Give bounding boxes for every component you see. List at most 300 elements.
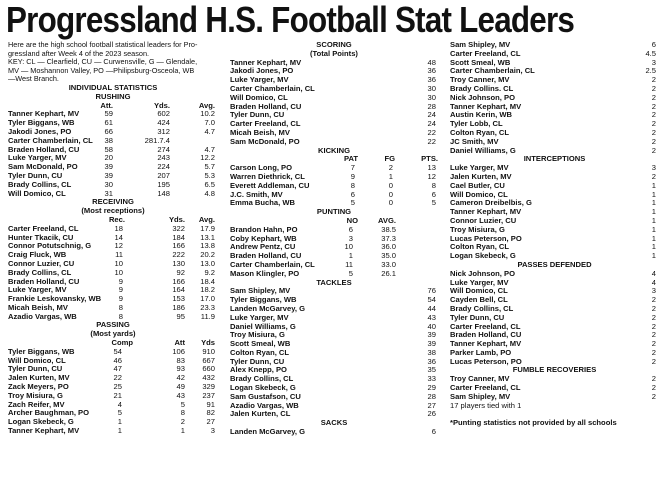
- stat-value: 10: [114, 258, 123, 268]
- player-name: Tanner Kephart, MV: [8, 109, 80, 119]
- stat-value: 3: [651, 163, 656, 173]
- stat-value: 27: [206, 417, 215, 427]
- player-name: Daniel Williams, G: [230, 321, 296, 331]
- stat-row: [230, 138, 438, 147]
- stat-value: 2: [651, 119, 656, 129]
- stat-value: 36: [427, 75, 436, 85]
- player-name: Luke Yarger, MV: [8, 285, 67, 295]
- stat-value: 38: [427, 347, 436, 357]
- stat-value: 243: [157, 153, 170, 163]
- stat-value: 153: [172, 294, 185, 304]
- stat-row: [230, 410, 438, 419]
- stat-value: 2: [651, 303, 656, 313]
- player-name: Will Domico, CL: [230, 92, 288, 102]
- kicking-table: [230, 164, 438, 208]
- stat-value: 35.0: [381, 251, 396, 261]
- stat-value: 1: [651, 242, 656, 252]
- player-name: Cameron Dreibelbis, G: [450, 198, 532, 208]
- stat-value: 10.2: [200, 109, 215, 119]
- stat-value: 1: [651, 251, 656, 261]
- stat-value: 58: [104, 144, 113, 154]
- stat-value: 49: [176, 382, 185, 392]
- player-name: Tyler Lobb, CL: [450, 119, 503, 129]
- punting-avg-header: AVG.: [377, 215, 396, 225]
- stat-value: 3: [348, 233, 353, 243]
- stat-value: 11.9: [200, 311, 215, 321]
- player-name: Sam Shipley, MV: [450, 391, 511, 401]
- punting-table: [230, 226, 438, 279]
- stat-value: 13.0: [200, 258, 215, 268]
- stat-value: 8: [118, 311, 123, 321]
- stat-value: 36.0: [381, 242, 396, 252]
- stat-value: 5: [180, 399, 185, 409]
- player-name: Brandon Hahn, PO: [230, 224, 298, 234]
- intro-text: [8, 41, 218, 84]
- stat-value: 23.3: [200, 302, 215, 312]
- stat-value: 0: [388, 198, 393, 208]
- player-name: Brady Collins, CL: [450, 303, 514, 313]
- stat-value: 43: [427, 312, 436, 322]
- stat-value: 4.7: [204, 144, 215, 154]
- stat-value: 83: [176, 355, 185, 365]
- player-name: Tanner Kephart, MV: [450, 339, 522, 349]
- page-title: Progressland H.S. Football Stat Leaders: [6, 0, 575, 40]
- stat-value: 1: [651, 180, 656, 190]
- player-name: Alex Knepp, PO: [230, 365, 287, 375]
- player-name: Will Domico, CL: [450, 189, 508, 199]
- player-name: Hunter Tkacik, CU: [8, 232, 74, 242]
- player-name: Troy Misiura, G: [450, 224, 505, 234]
- player-name: Carter Chamberlain, CL: [8, 135, 93, 145]
- player-name: Tyler Dunn, CU: [230, 110, 285, 120]
- player-name: Tyler Dunn, CU: [8, 170, 63, 180]
- stat-value: 8: [350, 180, 355, 190]
- stat-value: 186: [172, 302, 185, 312]
- tackles-table: [230, 287, 438, 419]
- player-name: Logan Skebeck, G: [450, 251, 516, 261]
- stat-value: 33: [427, 374, 436, 384]
- intro-line: —West Branch.: [8, 74, 59, 84]
- stat-value: 2: [651, 330, 656, 340]
- stat-value: 13: [427, 163, 436, 173]
- receiving-avg-header: Avg.: [198, 214, 215, 224]
- stat-value: 4: [651, 277, 656, 287]
- player-name: Carter Freeland, CL: [450, 48, 521, 58]
- stat-value: 322: [172, 223, 185, 233]
- stat-value: 2: [651, 75, 656, 85]
- stat-value: 5: [117, 408, 122, 418]
- player-name: Zach Reifer, MV: [8, 399, 65, 409]
- stat-value: 6: [651, 40, 656, 49]
- passing-table: [8, 348, 218, 436]
- fumble-recoveries-note: 17 players tied with 1: [450, 400, 522, 410]
- player-name: Jakodi Jones, PO: [230, 66, 294, 76]
- intro-line: KEY: CL — Clearfield, CU — Curwensville, G — Glendale,: [8, 57, 198, 67]
- stat-value: 39: [427, 339, 436, 349]
- player-name: Austin Kerin, WB: [450, 110, 513, 120]
- column-left: [8, 41, 218, 436]
- receiving-subheading: (Most receptions): [81, 206, 145, 216]
- stat-value: 224: [157, 162, 170, 172]
- stat-value: 237: [202, 390, 215, 400]
- player-name: Micah Beish, MV: [230, 127, 290, 137]
- stat-value: 166: [172, 276, 185, 286]
- stat-value: 6: [431, 189, 436, 199]
- player-name: Connor Luzier, CU: [8, 258, 75, 268]
- player-name: Luke Yarger, MV: [230, 312, 289, 322]
- player-name: Azadio Vargas, WB: [230, 400, 299, 410]
- stat-value: 43: [176, 390, 185, 400]
- stat-value: 1: [651, 215, 656, 225]
- stat-value: 2: [651, 83, 656, 93]
- stat-value: 30: [427, 92, 436, 102]
- stat-value: 1: [117, 417, 122, 427]
- player-name: Carter Freeland, CL: [230, 119, 301, 129]
- player-name: Sam Shipley, MV: [450, 40, 511, 49]
- player-name: Luke Yarger, MV: [8, 153, 67, 163]
- player-name: Colton Ryan, CL: [450, 242, 510, 252]
- stat-value: 0: [388, 189, 393, 199]
- individual-statistics-heading: INDIVIDUAL STATISTICS: [68, 82, 158, 92]
- stat-value: 2: [651, 374, 656, 384]
- rushing-yds-header: Yds.: [153, 100, 170, 110]
- player-name: Nick Johnson, PO: [450, 268, 515, 278]
- player-name: Logan Skebeck, G: [8, 417, 74, 427]
- stat-value: 6.5: [204, 179, 215, 189]
- stat-value: 12: [114, 241, 123, 251]
- stat-value: 207: [157, 170, 170, 180]
- stat-value: 1: [651, 224, 656, 234]
- stat-value: 30: [427, 83, 436, 93]
- stat-row: [230, 270, 438, 279]
- player-name: Tanner Kephart, MV: [450, 101, 522, 111]
- stat-value: 40: [427, 321, 436, 331]
- stat-value: 92: [176, 267, 185, 277]
- player-name: Tanner Kephart, MV: [8, 426, 80, 436]
- stat-value: 6: [431, 427, 436, 437]
- stat-value: 667: [202, 355, 215, 365]
- kicking-fg-header: FG: [384, 154, 395, 164]
- stat-value: 2: [651, 321, 656, 331]
- tackles-heading: TACKLES: [316, 277, 352, 287]
- player-name: Braden Holland, CU: [8, 144, 80, 154]
- stat-row: [8, 313, 218, 322]
- passes-defended-heading: PASSES DEFENDED: [517, 259, 592, 269]
- fumble-recoveries-heading: FUMBLE RECOVERIES: [512, 365, 597, 375]
- sacks-table-part1: [230, 428, 438, 437]
- player-name: Parker Lamb, PO: [450, 347, 512, 357]
- player-name: Craig Fluck, WB: [8, 250, 67, 260]
- player-name: Carter Freeland, CL: [450, 321, 521, 331]
- player-name: Troy Misiura, G: [230, 330, 285, 340]
- player-name: Lucas Peterson, PO: [450, 233, 522, 243]
- player-name: Tyler Dunn, CU: [8, 364, 63, 374]
- player-name: Carson Long, PO: [230, 163, 293, 173]
- stat-value: 20: [104, 153, 113, 163]
- stat-value: 12: [427, 171, 436, 181]
- stat-value: 3: [210, 426, 215, 436]
- stat-value: 20.2: [200, 250, 215, 260]
- stat-value: 106: [172, 346, 185, 356]
- rushing-table: [8, 110, 218, 198]
- stat-value: 18.2: [200, 285, 215, 295]
- stat-value: 18: [114, 223, 123, 233]
- stat-value: 31: [104, 188, 113, 198]
- punting-heading: PUNTING: [316, 207, 352, 217]
- stat-value: 1: [651, 189, 656, 199]
- player-name: Carter Chamberlain, CL: [230, 259, 315, 269]
- player-name: Sam Gustafson, CU: [230, 391, 301, 401]
- stat-value: 10: [114, 267, 123, 277]
- stat-value: 2: [651, 339, 656, 349]
- player-name: Connor Potutschnig, G: [8, 241, 92, 251]
- stat-row: [450, 147, 659, 156]
- punting-no-header: NO: [346, 215, 358, 225]
- stat-value: 61: [104, 118, 113, 128]
- stat-value: 9: [350, 171, 355, 181]
- player-name: Will Domico, CL: [8, 355, 66, 365]
- stat-value: 26: [427, 409, 436, 419]
- rushing-heading: RUSHING: [95, 91, 131, 101]
- stat-value: 26.1: [381, 268, 396, 278]
- column-right: [450, 41, 659, 428]
- player-name: Carter Chamberlain, CL: [450, 66, 535, 76]
- player-name: Warren Diethrick, CL: [230, 171, 305, 181]
- player-name: Connor Luzier, CU: [450, 215, 517, 225]
- stat-value: 37.3: [381, 233, 396, 243]
- stat-value: 27: [427, 400, 436, 410]
- stat-value: 28: [427, 391, 436, 401]
- stat-value: 2: [651, 295, 656, 305]
- stat-value: 281.7.4: [144, 135, 170, 145]
- stat-value: 12.2: [200, 153, 215, 163]
- passing-subheading: (Most yards): [90, 329, 136, 339]
- stat-value: 22: [427, 127, 436, 137]
- player-name: Landen McGarvey, G: [230, 427, 305, 437]
- player-name: Colton Ryan, CL: [450, 127, 510, 137]
- stat-value: 2: [180, 417, 185, 427]
- stat-row: [8, 427, 218, 436]
- intro-line: MV — Moshannon Valley, PO —Philipsburg-Osceola, WB: [8, 65, 195, 75]
- receiving-table: [8, 225, 218, 322]
- intro-line: Here are the high school football statistical leaders for Pro-: [8, 40, 198, 49]
- stat-value: 6: [348, 224, 353, 234]
- stat-value: 29: [427, 383, 436, 393]
- player-name: Jalen Kurten, MV: [8, 373, 70, 383]
- interceptions-heading: INTERCEPTIONS: [523, 154, 586, 164]
- player-name: Troy Canner, MV: [450, 75, 510, 85]
- player-name: Nick Johnson, PO: [450, 92, 515, 102]
- stat-value: 2: [651, 127, 656, 137]
- stat-value: 4: [651, 268, 656, 278]
- rushing-att-header: Att.: [100, 100, 113, 110]
- stat-value: 1: [651, 233, 656, 243]
- player-name: Everett Addleman, CU: [230, 180, 310, 190]
- stat-value: 1: [388, 171, 393, 181]
- stat-value: 0: [388, 180, 393, 190]
- player-name: Emma Bucha, WB: [230, 198, 295, 208]
- player-name: Lucas Peterson, PO: [450, 356, 522, 366]
- stat-value: 5.7: [204, 162, 215, 172]
- player-name: Will Domico, CL: [8, 188, 66, 198]
- player-name: Sam Shipley, MV: [230, 286, 291, 296]
- stat-value: 14: [114, 232, 123, 242]
- stat-value: 9.2: [204, 267, 215, 277]
- stat-value: 54: [427, 295, 436, 305]
- player-name: Scott Smeal, WB: [230, 339, 291, 349]
- stat-value: 9: [118, 285, 123, 295]
- receiving-yds-header: Yds.: [168, 214, 185, 224]
- player-name: Colton Ryan, CL: [230, 347, 290, 357]
- intro-line: gressland after Week 4 of the 2023 season.: [8, 48, 150, 58]
- stat-value: 36: [427, 356, 436, 366]
- stat-value: 13.1: [200, 232, 215, 242]
- player-name: Carter Chamberlain, CL: [230, 83, 315, 93]
- player-name: Brady Collins, CL: [8, 179, 72, 189]
- stat-value: 22: [113, 373, 122, 383]
- stat-value: 28: [427, 101, 436, 111]
- stat-value: 4.7: [204, 126, 215, 136]
- stat-value: 7: [350, 163, 355, 173]
- stat-value: 2: [651, 356, 656, 366]
- stat-value: 148: [157, 188, 170, 198]
- stat-value: 2: [651, 110, 656, 120]
- stat-value: 5.3: [204, 170, 215, 180]
- scoring-table: [230, 59, 438, 147]
- stat-value: 91: [206, 399, 215, 409]
- column-middle: [230, 41, 438, 437]
- player-name: Jalen Kurten, CL: [230, 409, 291, 419]
- stat-value: 329: [202, 382, 215, 392]
- player-name: Luke Yarger, MV: [230, 75, 289, 85]
- stat-value: 2: [651, 101, 656, 111]
- player-name: Frankie Leskovansky, WB: [8, 294, 102, 304]
- stat-value: 8: [431, 180, 436, 190]
- player-name: J.C. Smith, MV: [230, 189, 283, 199]
- stat-value: 17.0: [200, 294, 215, 304]
- stat-value: 95: [176, 311, 185, 321]
- player-name: Will Domico, CL: [450, 286, 508, 296]
- stat-value: 38: [104, 135, 113, 145]
- player-name: Mason Klingler, PO: [230, 268, 300, 278]
- stat-value: 2: [651, 92, 656, 102]
- player-name: Cayden Bell, CL: [450, 295, 508, 305]
- stat-value: 910: [202, 346, 215, 356]
- stat-value: 130: [172, 258, 185, 268]
- stat-value: 33.0: [381, 259, 396, 269]
- stat-value: 5: [431, 198, 436, 208]
- stat-value: 47: [113, 364, 122, 374]
- stat-value: 18.4: [200, 276, 215, 286]
- scoring-heading: SCORING: [316, 40, 352, 49]
- stat-value: 312: [157, 126, 170, 136]
- stat-value: 2: [651, 145, 656, 155]
- player-name: Tanner Kephart, MV: [230, 57, 302, 67]
- stat-value: 4.5: [645, 48, 656, 58]
- stat-value: 9: [118, 294, 123, 304]
- player-name: Daniel Williams, G: [450, 145, 516, 155]
- stat-value: 59: [104, 109, 113, 119]
- player-name: Coby Kephart, WB: [230, 233, 297, 243]
- rushing-avg-header: Avg.: [198, 100, 215, 110]
- stat-value: 54: [113, 346, 122, 356]
- player-name: Braden Holland, CU: [8, 276, 80, 286]
- stat-value: 5: [350, 198, 355, 208]
- stat-value: 76: [427, 286, 436, 296]
- passing-att-header: Att: [174, 338, 185, 348]
- player-name: Tyler Biggans, WB: [8, 346, 75, 356]
- stat-value: 11: [115, 250, 123, 260]
- stat-value: 5: [348, 268, 353, 278]
- stat-value: 2: [651, 347, 656, 357]
- stat-value: 39: [104, 170, 113, 180]
- kicking-pts-header: PTS.: [421, 154, 438, 164]
- fumble-recoveries-table: [450, 375, 659, 401]
- stat-value: 38.5: [381, 224, 396, 234]
- player-name: Scott Smeal, WB: [450, 57, 511, 67]
- stat-row: [8, 190, 218, 199]
- stat-value: 424: [157, 118, 170, 128]
- player-name: Tyler Dunn, CU: [230, 356, 285, 366]
- stat-value: 184: [172, 232, 185, 242]
- stat-value: 2: [651, 136, 656, 146]
- stat-value: 48: [427, 57, 436, 67]
- stat-value: 9: [118, 276, 123, 286]
- player-name: Troy Canner, MV: [450, 374, 510, 384]
- stat-value: 25: [113, 382, 122, 392]
- stat-row: [450, 358, 659, 367]
- player-name: Brady Collins, CL: [230, 374, 294, 384]
- stat-value: 22: [427, 136, 436, 146]
- player-name: Braden Holland, CU: [230, 251, 302, 261]
- stat-value: 3: [651, 286, 656, 296]
- stat-value: 39: [427, 330, 436, 340]
- stat-value: 4: [117, 399, 122, 409]
- player-name: Sam McDonald, PO: [230, 136, 300, 146]
- player-name: Tyler Biggans, WB: [8, 118, 75, 128]
- stat-value: 46: [113, 355, 122, 365]
- stat-value: 2: [388, 163, 393, 173]
- player-name: Tyler Biggans, WB: [230, 295, 297, 305]
- stat-value: 195: [157, 179, 170, 189]
- stat-value: 2: [651, 383, 656, 393]
- stat-value: 13.8: [200, 241, 215, 251]
- player-name: Troy Misiura, G: [8, 390, 63, 400]
- player-name: Archer Baughman, PO: [8, 408, 90, 418]
- player-name: Azadio Vargas, WB: [8, 311, 77, 321]
- stat-row: [230, 428, 438, 437]
- stat-value: 1: [651, 207, 656, 217]
- player-name: Braden Holland, CU: [450, 330, 522, 340]
- player-name: JC Smith, MV: [450, 136, 499, 146]
- stat-value: 3: [651, 57, 656, 67]
- stat-value: 36: [427, 66, 436, 76]
- player-name: Tanner Kephart, MV: [450, 207, 522, 217]
- stat-value: 2: [651, 171, 656, 181]
- player-name: Landen McGarvey, G: [230, 303, 305, 313]
- player-name: Luke Yarger, MV: [450, 163, 509, 173]
- stat-value: 2: [651, 312, 656, 322]
- interceptions-table: [450, 164, 659, 261]
- stat-value: 602: [157, 109, 170, 119]
- stat-value: 10: [344, 242, 353, 252]
- stat-value: 7.0: [204, 118, 215, 128]
- stat-value: 11: [345, 259, 353, 269]
- stat-row: [230, 199, 438, 208]
- player-name: Carter Freeland, CL: [450, 383, 521, 393]
- passing-yds-header: Yds: [201, 338, 215, 348]
- player-name: Braden Holland, CU: [230, 101, 302, 111]
